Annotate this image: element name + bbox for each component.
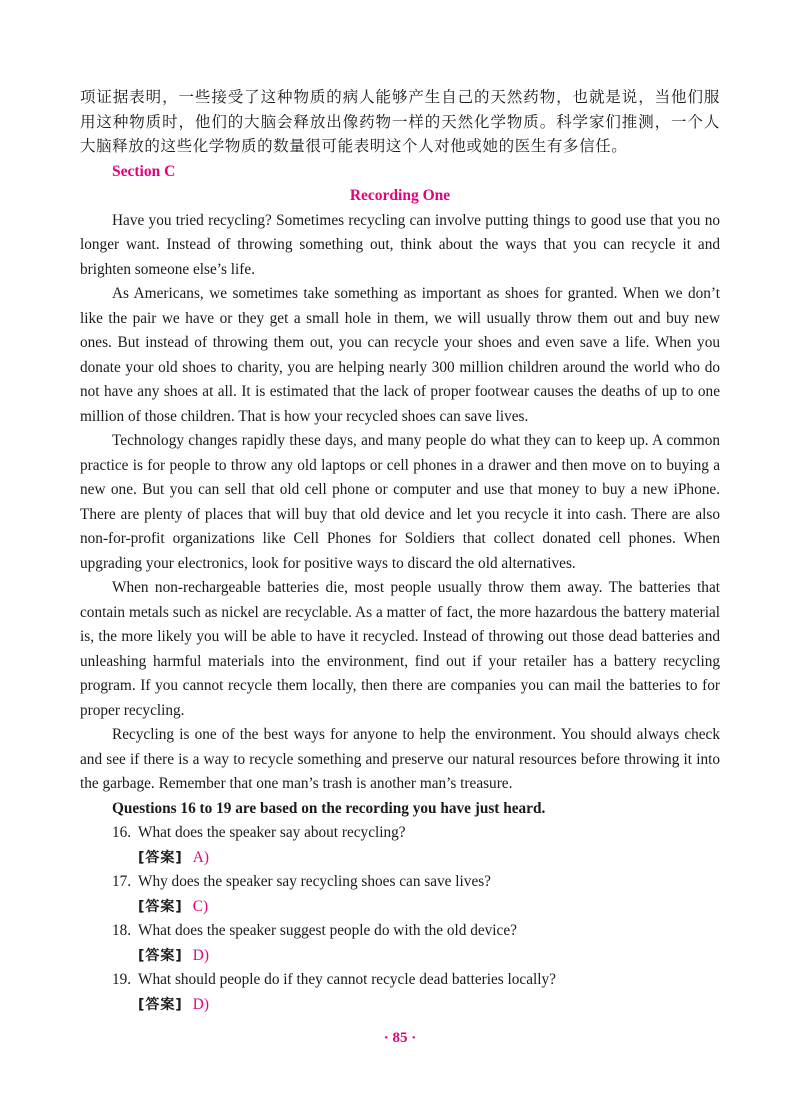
question-text: What should people do if they cannot recycle dead batteries locally? <box>138 971 556 988</box>
question-number: 19. <box>112 971 132 988</box>
paragraph-5: Recycling is one of the best ways for anyone to help the environment. You should always check and see if there is a way to recycle something and preserve our natural resources before throwing it into the garbage. Remember that one man’s trash is another man’s treasure. <box>80 726 720 792</box>
question-18 <box>80 919 720 944</box>
question-text: Why does the speaker say recycling shoes can save lives? <box>138 873 491 890</box>
paragraph-3: Technology changes rapidly these days, and many people do what they can to keep up. A common practice is for people to throw any old laptops or cell phones in a drawer and then move on to buying a new one. But you can sell that old cell phone or computer and use that money to buy a new iPhone. There are plenty of places that will buy that old device and let you recycle it into cash. There are also non-for-profit organizations like Cell Phones for Soldiers that collect donated cell phones. When upgrading your electronics, look for positive ways to discard the old alternatives. <box>80 432 720 572</box>
answer-value: C) <box>192 897 209 915</box>
question-number: 16. <box>112 824 132 841</box>
answer-18 <box>80 944 720 969</box>
answer-16 <box>80 846 720 871</box>
answer-17 <box>80 895 720 920</box>
question-text: What does the speaker suggest people do with the old device? <box>138 922 517 939</box>
question-17 <box>80 870 720 895</box>
answer-19 <box>80 993 720 1018</box>
question-16 <box>80 821 720 846</box>
page-number: · 85 · <box>383 1030 417 1046</box>
questions-heading: Questions 16 to 19 are based on the recording you have just heard. <box>112 799 546 817</box>
answer-tag: [答案] <box>138 947 183 964</box>
document-page <box>80 86 720 1017</box>
answer-tag: [答案] <box>138 996 183 1013</box>
paragraph-1: Have you tried recycling? Sometimes recycling can involve putting things to good use that you no longer want. Instead of throwing something out, think about the ways that you can recycle it and brighten someone else’s life. <box>80 211 720 278</box>
question-number: 18. <box>112 922 132 939</box>
recording-title: Recording One <box>349 187 451 204</box>
section-label: Section C <box>112 162 176 180</box>
answer-value: D) <box>192 946 209 964</box>
answer-tag: [答案] <box>138 849 183 866</box>
question-19 <box>80 968 720 993</box>
paragraph-2: As Americans, we sometimes take something as important as shoes for granted. When we don’t like the pair we have or they get a small hole in them, we will usually throw them out and buy new ones. But instead of throwing them out, you can recycle your shoes and even save a life. When you donate your old shoes to charity, you are helping nearly 300 million children around the world who do not have any shoes at all. It is estimated that the lack of proper footwear causes the deaths of up to one million of those children. That is how your recycled shoes can save lives. <box>80 285 720 425</box>
answer-value: D) <box>192 995 209 1013</box>
paragraph-4: When non-rechargeable batteries die, most people usually throw them away. The batteries that contain metals such as nickel are recyclable. As a matter of fact, the more hazardous the battery material is, the more likely you will be able to have it recycled. Instead of throwing out those dead batteries and unleashing harmful materials into the environment, find out if your retailer has a battery recycling program. If you cannot recycle them locally, then there are companies you can mail the batteries to for proper recycling. <box>80 579 720 719</box>
question-number: 17. <box>112 873 132 890</box>
answer-value: A) <box>192 848 209 866</box>
question-text: What does the speaker say about recycling? <box>138 824 406 841</box>
answer-tag: [答案] <box>138 898 183 915</box>
chinese-paragraph: 项证据表明，一些接受了这种物质的病人能够产生自己的天然药物，也就是说，当他们服用这种物质时，他们的大脑会释放出像药物一样的天然化学物质。科学家们推测，一个人大脑释放的这些化学物质的数量很可能表明这个人对他或她的医生有多信任。 <box>80 89 720 155</box>
